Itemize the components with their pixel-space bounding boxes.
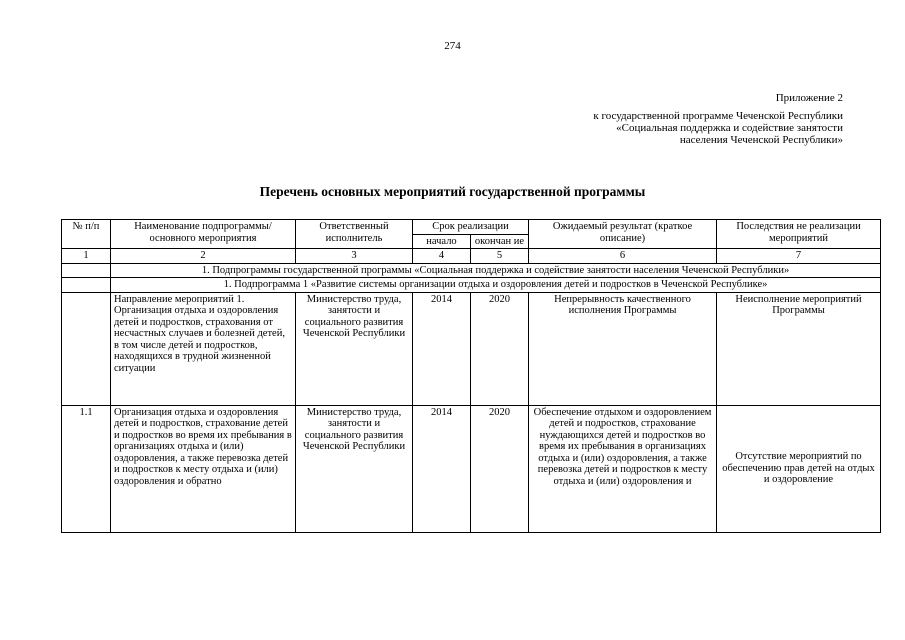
column-number-row bbox=[62, 249, 881, 264]
row-name: Организация отдыха и оздоровления детей и подростков, страхование детей и подростков во время их пребывания в организациях отдыха и (или) оздоровления, а также перевозка детей и подростков к месту отдыха и (или) оздоровления и обратно bbox=[111, 405, 296, 532]
table-row bbox=[62, 405, 881, 532]
row-result: Обеспечение отдыхом и оздоровлением детей и подростков, страхование нуждающихся детей и подростков во время их пребывания в организациях отдыха и (или) оздоровления, а также перевозка детей и подростков к месту отдыха и (или) оздоровления и bbox=[529, 405, 717, 532]
subprogram-title: 1. Подпрограмма 1 «Развитие системы организации отдыха и оздоровления детей и подростков в Чеченской Республике» bbox=[111, 278, 881, 293]
appendix-block bbox=[593, 92, 843, 146]
appendix-line: населения Чеченской Республики» bbox=[679, 134, 843, 146]
row-consequences: Отсутствие мероприятий по обеспечению прав детей на отдых и оздоровление bbox=[717, 405, 881, 532]
document-title: Перечень основных мероприятий государственной программы bbox=[259, 184, 646, 199]
section-title: 1. Подпрограммы государственной программы «Социальная поддержка и содействие занятости населения Чеченской Республики» bbox=[111, 263, 881, 278]
header-num: № п/п bbox=[62, 220, 111, 249]
appendix-line: к государственной программе Чеченской Республики bbox=[593, 110, 843, 122]
section-row bbox=[62, 278, 881, 293]
header-result: Ожидаемый результат (краткое описание) bbox=[529, 220, 717, 249]
page-number: 274 bbox=[444, 40, 461, 52]
row-end: 2020 bbox=[471, 405, 529, 532]
column-number: 1 bbox=[62, 249, 111, 264]
row-result: Непрерывность качественного исполнения Программы bbox=[529, 292, 717, 405]
row-consequences: Неисполнение мероприятий Программы bbox=[717, 292, 881, 405]
header-consequences: Последствия не реализации мероприятий bbox=[717, 220, 881, 249]
row-start: 2014 bbox=[413, 292, 471, 405]
header-period: Срок реализации bbox=[413, 220, 529, 235]
header-responsible: Ответственный исполнитель bbox=[296, 220, 413, 249]
column-number: 4 bbox=[413, 249, 471, 264]
appendix-line: «Социальная поддержка и содействие занятости bbox=[616, 122, 843, 134]
appendix-label: Приложение 2 bbox=[775, 92, 843, 104]
row-num bbox=[62, 292, 111, 405]
row-end: 2020 bbox=[471, 292, 529, 405]
row-start: 2014 bbox=[413, 405, 471, 532]
section-row bbox=[62, 263, 881, 278]
measures-table bbox=[61, 219, 881, 533]
row-responsible: Министерство труда, занятости и социального развития Чеченской Республики bbox=[296, 292, 413, 405]
header-end: окончан ие bbox=[471, 234, 529, 249]
column-number: 3 bbox=[296, 249, 413, 264]
row-num: 1.1 bbox=[62, 405, 111, 532]
column-number: 7 bbox=[717, 249, 881, 264]
column-number: 5 bbox=[471, 249, 529, 264]
header-start: начало bbox=[413, 234, 471, 249]
header-name: Наименование подпрограммы/ основного мероприятия bbox=[111, 220, 296, 249]
row-responsible: Министерство труда, занятости и социального развития Чеченской Республики bbox=[296, 405, 413, 532]
table-row bbox=[62, 292, 881, 405]
column-number: 6 bbox=[529, 249, 717, 264]
row-name: Направление мероприятий 1. Организация отдыха и оздоровления детей и подростков, страхования от несчастных случаев и болезней детей, в том числе детей и подростков, находящихся в трудной жизненной ситуации bbox=[111, 292, 296, 405]
column-number: 2 bbox=[111, 249, 296, 264]
header-row bbox=[62, 220, 881, 235]
